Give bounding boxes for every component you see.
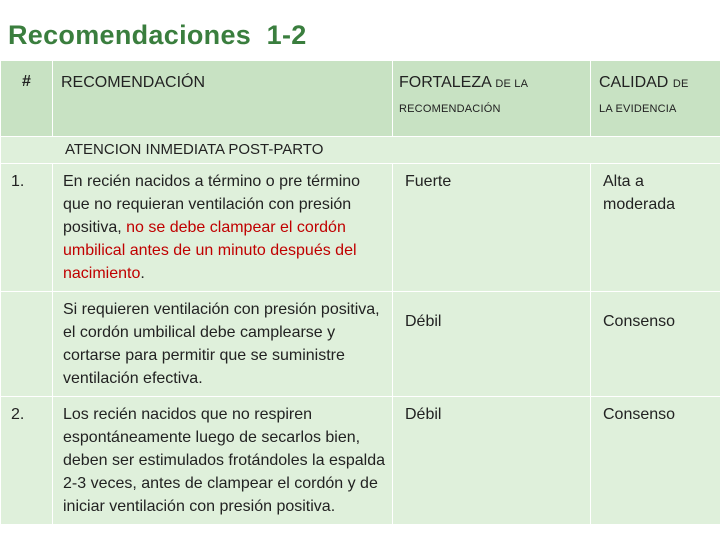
header-quality-sub: LA EVIDENCIA [599,103,677,115]
table-header-row [1,61,720,137]
header-strength-main: FORTALEZA [399,74,491,91]
table-row [1,397,720,525]
recommendation-text: En recién nacidos a término o pre término que no requieran ventilación con presión positiva, [63,173,361,236]
recommendations-table [0,60,720,525]
section-title: ATENCION INMEDIATA POST-PARTO [65,141,324,158]
section-cell [1,137,720,164]
row-recommendation: Si requieren ventilación con presión positiva, el cordón umbilical debe camplearse y cortarse para permitir que se suministre ventilación efectiva. [53,292,393,397]
row-number: 2. [1,397,53,525]
row-quality: Consenso [591,397,720,525]
table-row [1,164,720,292]
table-row [1,292,720,397]
row-recommendation [53,164,393,292]
header-recommendation: RECOMENDACIÓN [53,61,393,137]
header-strength-suffix: DE LA [495,78,529,90]
recommendation-text-end: . [140,265,145,282]
section-row [1,137,720,164]
row-number [1,292,53,397]
row-number: 1. [1,164,53,292]
slide-title: Recomendaciones 1-2 [8,20,307,50]
row-strength: Débil [393,292,591,397]
recommendation-highlight: no se debe clampear el cordón umbilical antes de un minuto después del nacimiento [63,219,357,282]
row-strength: Débil [393,397,591,525]
row-quality: Consenso [591,292,720,397]
header-quality-suffix: DE [672,78,689,90]
header-strength [393,61,591,137]
header-strength-sub: RECOMENDACIÓN [399,103,501,115]
row-recommendation: Los recién nacidos que no respiren espontáneamente luego de secarlos bien, deben ser estimulados frotándoles la espalda 2-3 veces, antes de clampear el cordón y de iniciar ventilación con presión positiva. [53,397,393,525]
header-quality-main: CALIDAD [599,74,669,91]
row-strength: Fuerte [393,164,591,292]
row-quality: Alta a moderada [591,164,720,292]
header-quality [591,61,720,137]
header-number: # [1,61,53,137]
